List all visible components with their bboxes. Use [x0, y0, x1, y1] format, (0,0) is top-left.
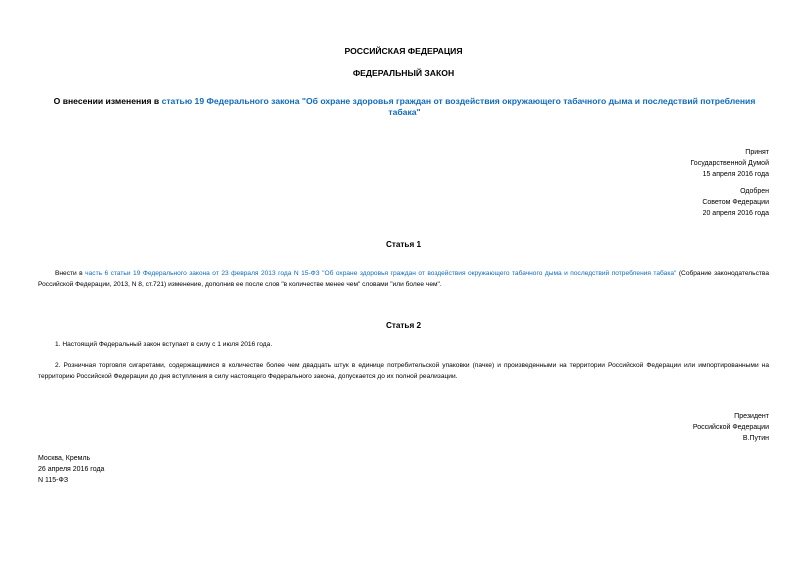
approved-block — [702, 186, 769, 219]
law-title-link[interactable]: статью 19 Федерального закона "Об охране здоровья граждан от воздействия окружающего табачного дыма и последствий потребления табака" — [161, 96, 756, 117]
adopted-line2: Государственной Думой — [690, 160, 769, 167]
country-heading: РОССИЙСКАЯ ФЕДЕРАЦИЯ — [344, 46, 463, 56]
approved-line1: Одобрен — [740, 188, 769, 195]
adopted-line1: Принят — [745, 149, 769, 156]
adopted-line3: 15 апреля 2016 года — [702, 171, 769, 178]
article2-para1: 1. Настоящий Федеральный закон вступает в силу с 1 июля 2016 года. — [55, 341, 273, 348]
article1-heading: Статья 1 — [385, 240, 422, 249]
law-title — [38, 96, 771, 118]
date-line: 26 апреля 2016 года — [38, 466, 105, 473]
law-number-line: N 115-ФЗ — [38, 477, 69, 484]
signature-line1: Президент — [734, 413, 769, 420]
approved-line3: 20 апреля 2016 года — [702, 210, 769, 217]
place-date-block — [38, 453, 104, 486]
article2-heading: Статья 2 — [385, 321, 422, 330]
signature-line2: Российской Федерации — [692, 424, 769, 431]
doc-type-heading: ФЕДЕРАЛЬНЫЙ ЗАКОН — [352, 68, 455, 78]
article1-text — [38, 268, 769, 290]
law-title-prefix: О внесении изменения в — [53, 96, 162, 106]
adopted-block — [690, 147, 769, 180]
signature-line3: В.Путин — [742, 435, 769, 442]
article2-para2: 2. Розничная торговля сигаретами, содержащимися в количестве более чем двадцать штук в единице потребительской упаковки (пачке) и произведенными на территории Российской Федерации или импортированными на территорию Российской Федерации до дня вступления в силу настоящего Федерального закона, допускается до их полной реализации. — [38, 362, 769, 380]
article1-suffix: (Собрание законодательства Российской Федерации, 2013, N 8, ст.721) изменение, дополнив ее после слов "в количестве менее чем" словами "или более чем". — [38, 270, 770, 288]
signature-block — [693, 411, 769, 444]
article1-link[interactable]: часть 6 статьи 19 Федерального закона от 23 февраля 2013 года N 15-ФЗ "Об охране здоровья граждан от воздействия окружающего табачного дыма и последствий потребления табака" — [85, 270, 677, 277]
approved-line2: Советом Федерации — [702, 199, 769, 206]
article1-prefix: Внести в — [55, 270, 86, 277]
place-line: Москва, Кремль — [38, 455, 91, 462]
